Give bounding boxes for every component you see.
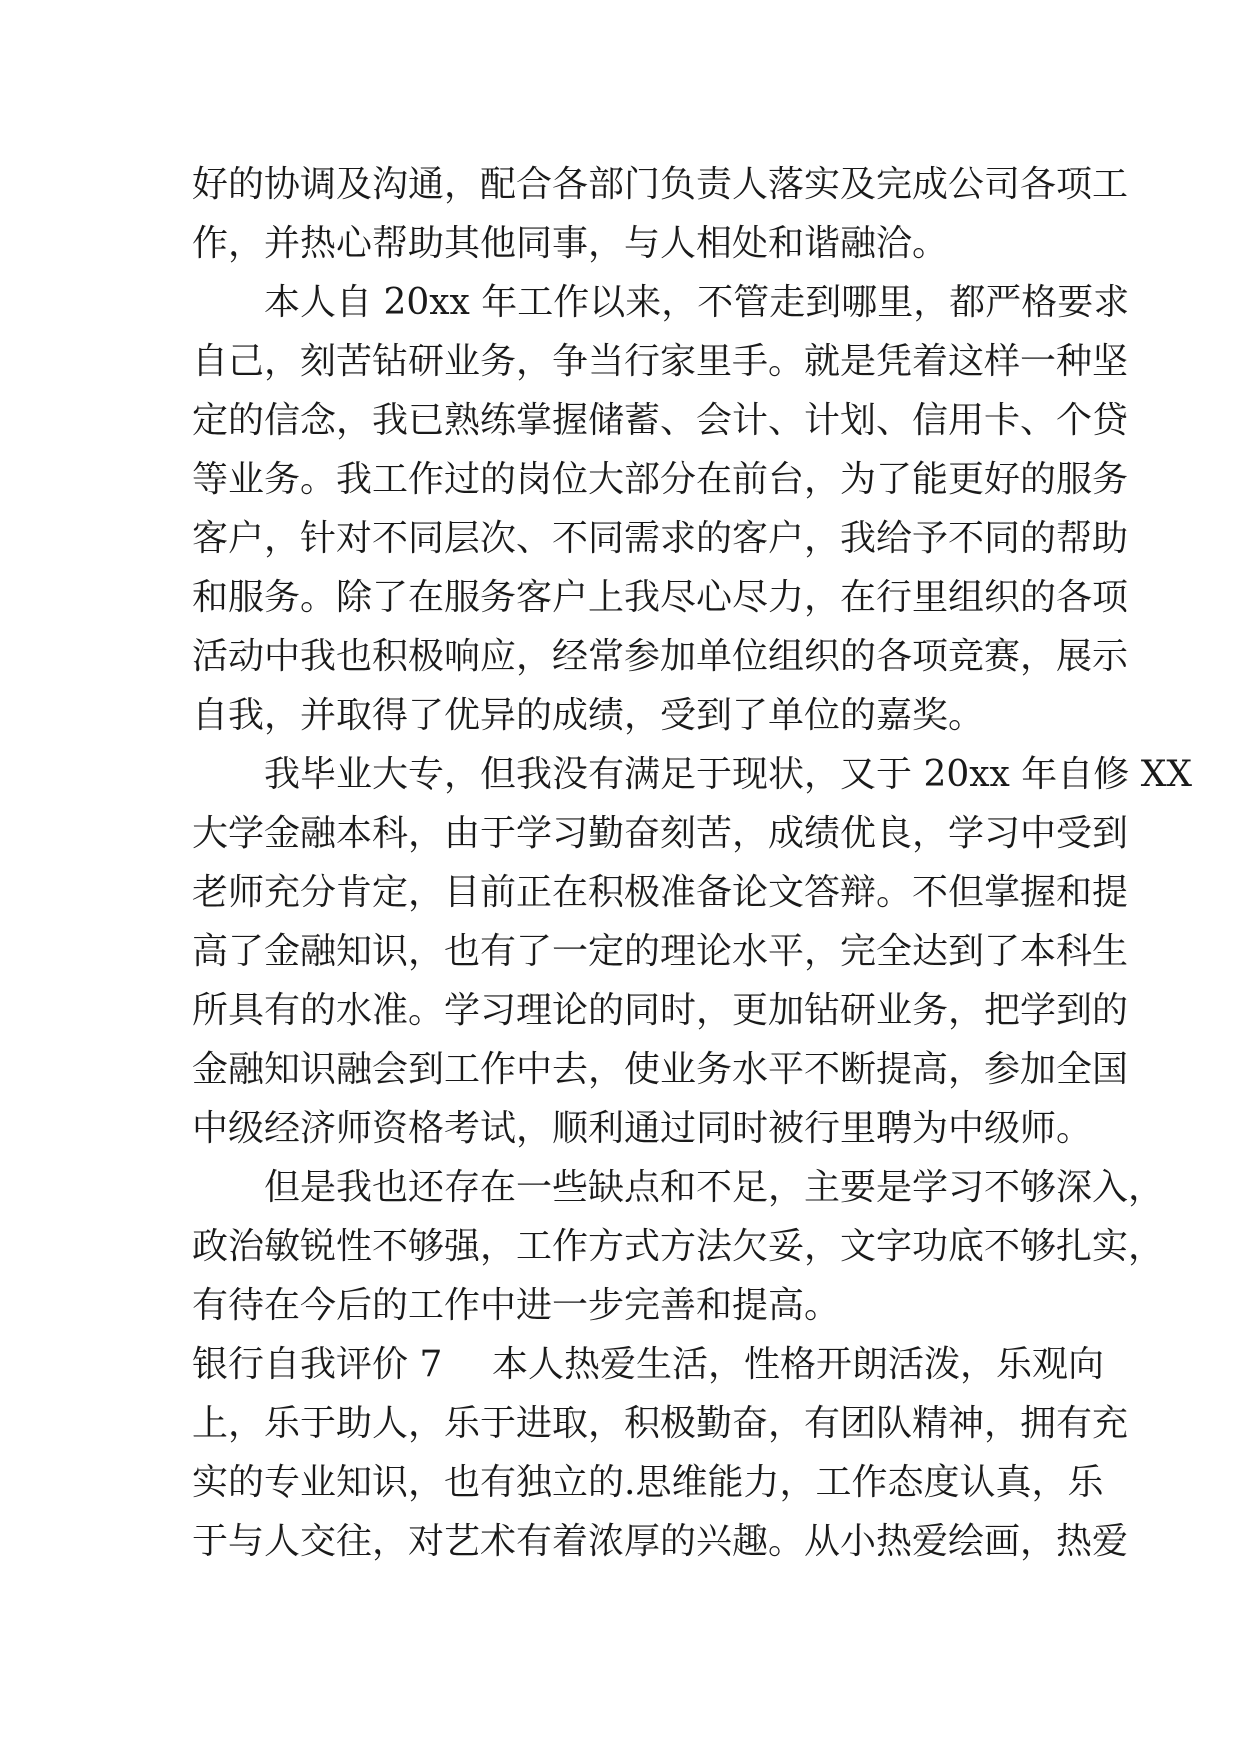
- text-line: 等业务。我工作过的岗位大部分在前台，为了能更好的服务: [192, 459, 1129, 500]
- text-line: 定的信念，我已熟练掌握储蓄、会计、计划、信用卡、个贷: [192, 400, 1129, 441]
- text-line: 实的专业知识，也有独立的.思维能力，工作态度认真，乐: [192, 1462, 1104, 1503]
- text-line: 大学金融本科，由于学习勤奋刻苦，成绩优良，学习中受到: [192, 813, 1129, 854]
- text-line: 我毕业大专，但我没有满足于现状，又于 20xx 年自修 XX: [264, 754, 1193, 795]
- document-body: [192, 155, 1193, 1571]
- text-line: 上，乐于助人，乐于进取，积极勤奋，有团队精神，拥有充: [192, 1403, 1129, 1444]
- text-line: 自我，并取得了优异的成绩，受到了单位的嘉奖。: [192, 695, 985, 736]
- text-line: 中级经济师资格考试，顺利通过同时被行里聘为中级师。: [192, 1108, 1093, 1149]
- text-line: 老师充分肯定，目前正在积极准备论文答辩。不但掌握和提: [192, 872, 1129, 913]
- text-line: 所具有的水准。学习理论的同时，更加钻研业务，把学到的: [192, 990, 1129, 1031]
- section-heading: 银行自我评价 7: [192, 1344, 443, 1385]
- text-line: 政治敏锐性不够强，工作方式方法欠妥，文字功底不够扎实，: [192, 1226, 1165, 1267]
- text-line: 本人自 20xx 年工作以来，不管走到哪里，都严格要求: [264, 282, 1130, 323]
- text-line: 好的协调及沟通，配合各部门负责人落实及完成公司各项工: [192, 164, 1129, 205]
- text-line: 本人热爱生活，性格开朗活泼，乐观向: [492, 1344, 1105, 1385]
- text-line: 客户，针对不同层次、不同需求的客户，我给予不同的帮助: [192, 518, 1129, 559]
- text-line: 但是我也还存在一些缺点和不足，主要是学习不够深入，: [264, 1167, 1165, 1208]
- text-line: 和服务。除了在服务客户上我尽心尽力，在行里组织的各项: [192, 577, 1129, 618]
- text-line: 于与人交往，对艺术有着浓厚的兴趣。从小热爱绘画，热爱: [192, 1521, 1129, 1562]
- text-line: 高了金融知识，也有了一定的理论水平，完全达到了本科生: [192, 931, 1129, 972]
- section-heading-line: [192, 1335, 1105, 1394]
- text-line: 自己，刻苦钻研业务，争当行家里手。就是凭着这样一种坚: [192, 341, 1129, 382]
- text-line: 有待在今后的工作中进一步完善和提高。: [192, 1285, 841, 1326]
- text-line: 金融知识融会到工作中去，使业务水平不断提高，参加全国: [192, 1049, 1129, 1090]
- text-line: 作，并热心帮助其他同事，与人相处和谐融洽。: [192, 223, 949, 264]
- text-line: 活动中我也积极响应，经常参加单位组织的各项竞赛，展示: [192, 636, 1129, 677]
